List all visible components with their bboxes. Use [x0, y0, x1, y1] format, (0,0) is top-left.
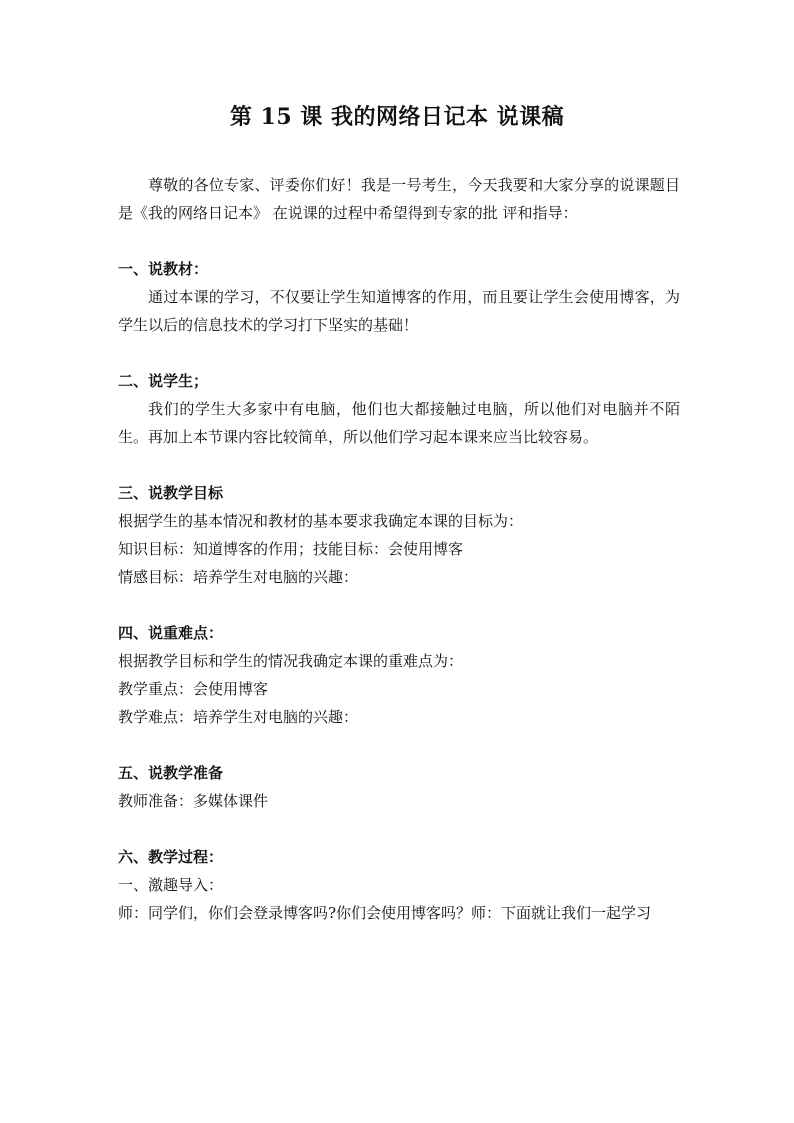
spacer: [118, 227, 680, 255]
section-line-key-point: 教学重点：会使用博客: [118, 680, 269, 698]
section-heading-process: 六、教学过程：: [118, 848, 224, 866]
section-heading-objectives: 三、说教学目标: [118, 484, 224, 502]
section-heading-preparation: 五、说教学准备: [118, 764, 224, 782]
spacer: [118, 451, 680, 479]
section-heading-key-points: 四、说重难点：: [118, 624, 224, 642]
section-paragraph-students: 我们的学生大多家中有电脑，他们也大都接触过电脑，所以他们对电脑并不陌生。再加上本节课内容比较简单，所以他们学习起本课来应当比较容易。: [118, 400, 680, 446]
section-heading-teaching-material: 一、说教材：: [118, 260, 209, 278]
document-title: 第 15 课 我的网络日记本 说课稿: [229, 104, 565, 130]
section-line-emotion: 情感目标：培养学生对电脑的兴趣：: [118, 568, 359, 586]
section-line-difficult-point: 教学难点：培养学生对电脑的兴趣：: [118, 708, 359, 726]
section-paragraph-teaching-material: 通过本课的学习，不仅要让学生知道博客的作用，而且要让学生会使用博客，为学生以后的信息技术的学习打下坚实的基础！: [118, 288, 680, 334]
section-line-knowledge-skill: 知识目标：知道博客的作用；技能目标：会使用博客: [118, 540, 464, 558]
spacer: [118, 815, 680, 843]
section-line-key-points-intro: 根据教学目标和学生的情况我确定本课的重难点为：: [118, 652, 464, 670]
section-line-introduction: 一、激趣导入：: [118, 876, 224, 894]
spacer: [118, 339, 680, 367]
intro-paragraph: 尊敬的各位专家、评委你们好！我是一号考生，今天我要和大家分享的说课题目是《我的网络日记本》 在说课的过程中希望得到专家的批 评和指导：: [118, 176, 680, 222]
section-line-teacher-question: 师：同学们，你们会登录博客吗?你们会使用博客吗？师：下面就让我们一起学习: [118, 904, 652, 922]
section-line-objectives-intro: 根据学生的基本情况和教材的基本要求我确定本课的目标为：: [118, 512, 524, 530]
section-heading-students: 二、说学生；: [118, 372, 209, 390]
document-body: [118, 171, 680, 927]
section-line-teacher-preparation: 教师准备：多媒体课件: [118, 792, 269, 810]
spacer: [118, 731, 680, 759]
spacer: [118, 591, 680, 619]
